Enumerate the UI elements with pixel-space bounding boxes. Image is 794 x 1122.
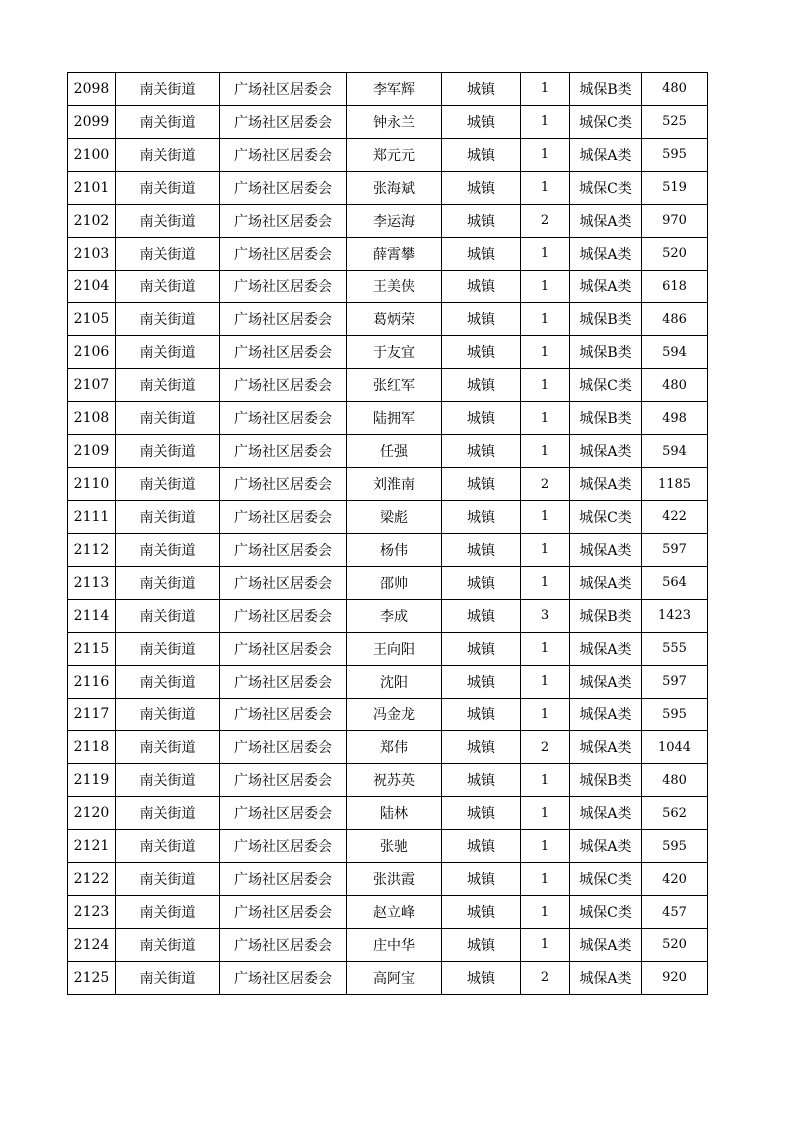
amount-cell: 420 [642, 863, 708, 896]
person-name-cell: 任强 [347, 435, 442, 468]
category-cell: 城保B类 [570, 336, 642, 369]
street-cell: 南关街道 [116, 105, 220, 138]
community-cell: 广场社区居委会 [220, 237, 347, 270]
amount-cell: 486 [642, 303, 708, 336]
row-id-cell: 2114 [68, 599, 116, 632]
data-table [67, 72, 708, 995]
street-cell: 南关街道 [116, 764, 220, 797]
area-type-cell: 城镇 [442, 171, 521, 204]
row-id-cell: 2098 [68, 73, 116, 106]
area-type-cell: 城镇 [442, 270, 521, 303]
person-name-cell: 王美侠 [347, 270, 442, 303]
street-cell: 南关街道 [116, 896, 220, 929]
household-count-cell: 2 [521, 961, 570, 994]
person-name-cell: 梁彪 [347, 500, 442, 533]
row-id-cell: 2122 [68, 863, 116, 896]
household-count-cell: 1 [521, 435, 570, 468]
person-name-cell: 钟永兰 [347, 105, 442, 138]
amount-cell: 594 [642, 336, 708, 369]
category-cell: 城保C类 [570, 863, 642, 896]
household-count-cell: 1 [521, 533, 570, 566]
table-row [68, 566, 708, 599]
area-type-cell: 城镇 [442, 698, 521, 731]
street-cell: 南关街道 [116, 830, 220, 863]
person-name-cell: 杨伟 [347, 533, 442, 566]
table-row [68, 105, 708, 138]
amount-cell: 480 [642, 764, 708, 797]
row-id-cell: 2119 [68, 764, 116, 797]
person-name-cell: 葛炳荣 [347, 303, 442, 336]
household-count-cell: 1 [521, 105, 570, 138]
category-cell: 城保A类 [570, 928, 642, 961]
row-id-cell: 2125 [68, 961, 116, 994]
area-type-cell: 城镇 [442, 73, 521, 106]
category-cell: 城保A类 [570, 731, 642, 764]
amount-cell: 1423 [642, 599, 708, 632]
household-count-cell: 1 [521, 237, 570, 270]
table-row [68, 599, 708, 632]
area-type-cell: 城镇 [442, 237, 521, 270]
community-cell: 广场社区居委会 [220, 764, 347, 797]
street-cell: 南关街道 [116, 665, 220, 698]
street-cell: 南关街道 [116, 500, 220, 533]
table-row [68, 896, 708, 929]
row-id-cell: 2104 [68, 270, 116, 303]
household-count-cell: 1 [521, 764, 570, 797]
amount-cell: 970 [642, 204, 708, 237]
person-name-cell: 沈阳 [347, 665, 442, 698]
area-type-cell: 城镇 [442, 928, 521, 961]
person-name-cell: 邵帅 [347, 566, 442, 599]
row-id-cell: 2120 [68, 797, 116, 830]
category-cell: 城保C类 [570, 896, 642, 929]
amount-cell: 555 [642, 632, 708, 665]
category-cell: 城保A类 [570, 435, 642, 468]
person-name-cell: 李军辉 [347, 73, 442, 106]
community-cell: 广场社区居委会 [220, 204, 347, 237]
amount-cell: 1044 [642, 731, 708, 764]
community-cell: 广场社区居委会 [220, 402, 347, 435]
table-row [68, 500, 708, 533]
amount-cell: 457 [642, 896, 708, 929]
category-cell: 城保C类 [570, 369, 642, 402]
street-cell: 南关街道 [116, 204, 220, 237]
person-name-cell: 高阿宝 [347, 961, 442, 994]
category-cell: 城保A类 [570, 665, 642, 698]
area-type-cell: 城镇 [442, 731, 521, 764]
category-cell: 城保C类 [570, 105, 642, 138]
table-body [68, 73, 708, 995]
amount-cell: 525 [642, 105, 708, 138]
area-type-cell: 城镇 [442, 500, 521, 533]
amount-cell: 480 [642, 73, 708, 106]
amount-cell: 594 [642, 435, 708, 468]
row-id-cell: 2106 [68, 336, 116, 369]
amount-cell: 519 [642, 171, 708, 204]
household-count-cell: 1 [521, 830, 570, 863]
community-cell: 广场社区居委会 [220, 797, 347, 830]
household-count-cell: 1 [521, 270, 570, 303]
table-row [68, 797, 708, 830]
category-cell: 城保A类 [570, 566, 642, 599]
category-cell: 城保A类 [570, 797, 642, 830]
table-row [68, 73, 708, 106]
category-cell: 城保B类 [570, 402, 642, 435]
row-id-cell: 2112 [68, 533, 116, 566]
amount-cell: 1185 [642, 468, 708, 501]
area-type-cell: 城镇 [442, 665, 521, 698]
area-type-cell: 城镇 [442, 896, 521, 929]
amount-cell: 595 [642, 830, 708, 863]
person-name-cell: 张驰 [347, 830, 442, 863]
area-type-cell: 城镇 [442, 105, 521, 138]
household-count-cell: 2 [521, 731, 570, 764]
household-count-cell: 1 [521, 698, 570, 731]
row-id-cell: 2103 [68, 237, 116, 270]
category-cell: 城保A类 [570, 698, 642, 731]
row-id-cell: 2108 [68, 402, 116, 435]
community-cell: 广场社区居委会 [220, 665, 347, 698]
household-count-cell: 1 [521, 73, 570, 106]
household-count-cell: 3 [521, 599, 570, 632]
table-row [68, 665, 708, 698]
category-cell: 城保A类 [570, 237, 642, 270]
amount-cell: 422 [642, 500, 708, 533]
row-id-cell: 2100 [68, 138, 116, 171]
category-cell: 城保B类 [570, 599, 642, 632]
area-type-cell: 城镇 [442, 566, 521, 599]
table-row [68, 632, 708, 665]
amount-cell: 595 [642, 698, 708, 731]
amount-cell: 597 [642, 533, 708, 566]
row-id-cell: 2102 [68, 204, 116, 237]
row-id-cell: 2123 [68, 896, 116, 929]
community-cell: 广场社区居委会 [220, 468, 347, 501]
row-id-cell: 2109 [68, 435, 116, 468]
amount-cell: 520 [642, 237, 708, 270]
street-cell: 南关街道 [116, 237, 220, 270]
community-cell: 广场社区居委会 [220, 369, 347, 402]
community-cell: 广场社区居委会 [220, 303, 347, 336]
person-name-cell: 陆拥军 [347, 402, 442, 435]
household-count-cell: 1 [521, 303, 570, 336]
street-cell: 南关街道 [116, 928, 220, 961]
person-name-cell: 祝苏英 [347, 764, 442, 797]
category-cell: 城保A类 [570, 270, 642, 303]
table-row [68, 270, 708, 303]
category-cell: 城保A类 [570, 138, 642, 171]
community-cell: 广场社区居委会 [220, 863, 347, 896]
household-count-cell: 1 [521, 566, 570, 599]
category-cell: 城保C类 [570, 500, 642, 533]
table-row [68, 764, 708, 797]
amount-cell: 920 [642, 961, 708, 994]
table-row [68, 237, 708, 270]
community-cell: 广场社区居委会 [220, 731, 347, 764]
area-type-cell: 城镇 [442, 435, 521, 468]
household-count-cell: 1 [521, 138, 570, 171]
community-cell: 广场社区居委会 [220, 698, 347, 731]
table-row [68, 928, 708, 961]
community-cell: 广场社区居委会 [220, 138, 347, 171]
table-row [68, 731, 708, 764]
amount-cell: 520 [642, 928, 708, 961]
street-cell: 南关街道 [116, 336, 220, 369]
community-cell: 广场社区居委会 [220, 632, 347, 665]
amount-cell: 564 [642, 566, 708, 599]
row-id-cell: 2113 [68, 566, 116, 599]
table-row [68, 336, 708, 369]
row-id-cell: 2121 [68, 830, 116, 863]
person-name-cell: 王向阳 [347, 632, 442, 665]
category-cell: 城保B类 [570, 303, 642, 336]
person-name-cell: 于友宜 [347, 336, 442, 369]
community-cell: 广场社区居委会 [220, 533, 347, 566]
area-type-cell: 城镇 [442, 533, 521, 566]
household-count-cell: 1 [521, 336, 570, 369]
area-type-cell: 城镇 [442, 369, 521, 402]
community-cell: 广场社区居委会 [220, 435, 347, 468]
category-cell: 城保A类 [570, 204, 642, 237]
amount-cell: 562 [642, 797, 708, 830]
community-cell: 广场社区居委会 [220, 830, 347, 863]
table-row [68, 435, 708, 468]
street-cell: 南关街道 [116, 468, 220, 501]
table-row [68, 369, 708, 402]
person-name-cell: 郑伟 [347, 731, 442, 764]
category-cell: 城保A类 [570, 830, 642, 863]
category-cell: 城保B类 [570, 764, 642, 797]
table-row [68, 830, 708, 863]
person-name-cell: 陆林 [347, 797, 442, 830]
community-cell: 广场社区居委会 [220, 896, 347, 929]
area-type-cell: 城镇 [442, 138, 521, 171]
community-cell: 广场社区居委会 [220, 500, 347, 533]
community-cell: 广场社区居委会 [220, 171, 347, 204]
street-cell: 南关街道 [116, 270, 220, 303]
row-id-cell: 2124 [68, 928, 116, 961]
table-row [68, 138, 708, 171]
row-id-cell: 2099 [68, 105, 116, 138]
amount-cell: 597 [642, 665, 708, 698]
community-cell: 广场社区居委会 [220, 105, 347, 138]
area-type-cell: 城镇 [442, 764, 521, 797]
row-id-cell: 2116 [68, 665, 116, 698]
person-name-cell: 李成 [347, 599, 442, 632]
table-row [68, 961, 708, 994]
street-cell: 南关街道 [116, 797, 220, 830]
person-name-cell: 郑元元 [347, 138, 442, 171]
table-row [68, 204, 708, 237]
street-cell: 南关街道 [116, 599, 220, 632]
community-cell: 广场社区居委会 [220, 961, 347, 994]
person-name-cell: 薛霄攀 [347, 237, 442, 270]
row-id-cell: 2115 [68, 632, 116, 665]
household-count-cell: 2 [521, 468, 570, 501]
household-count-cell: 1 [521, 896, 570, 929]
street-cell: 南关街道 [116, 369, 220, 402]
area-type-cell: 城镇 [442, 632, 521, 665]
street-cell: 南关街道 [116, 961, 220, 994]
row-id-cell: 2117 [68, 698, 116, 731]
table-row [68, 171, 708, 204]
table-row [68, 698, 708, 731]
area-type-cell: 城镇 [442, 402, 521, 435]
street-cell: 南关街道 [116, 171, 220, 204]
area-type-cell: 城镇 [442, 830, 521, 863]
street-cell: 南关街道 [116, 138, 220, 171]
person-name-cell: 赵立峰 [347, 896, 442, 929]
area-type-cell: 城镇 [442, 468, 521, 501]
community-cell: 广场社区居委会 [220, 566, 347, 599]
community-cell: 广场社区居委会 [220, 270, 347, 303]
area-type-cell: 城镇 [442, 336, 521, 369]
street-cell: 南关街道 [116, 303, 220, 336]
household-count-cell: 1 [521, 797, 570, 830]
household-count-cell: 1 [521, 369, 570, 402]
amount-cell: 618 [642, 270, 708, 303]
table-row [68, 863, 708, 896]
person-name-cell: 张洪霞 [347, 863, 442, 896]
area-type-cell: 城镇 [442, 204, 521, 237]
street-cell: 南关街道 [116, 731, 220, 764]
table-row [68, 533, 708, 566]
area-type-cell: 城镇 [442, 797, 521, 830]
household-count-cell: 1 [521, 928, 570, 961]
person-name-cell: 刘淮南 [347, 468, 442, 501]
area-type-cell: 城镇 [442, 961, 521, 994]
household-count-cell: 1 [521, 402, 570, 435]
community-cell: 广场社区居委会 [220, 599, 347, 632]
person-name-cell: 李运海 [347, 204, 442, 237]
household-count-cell: 1 [521, 500, 570, 533]
household-count-cell: 1 [521, 665, 570, 698]
person-name-cell: 张红军 [347, 369, 442, 402]
table-row [68, 468, 708, 501]
street-cell: 南关街道 [116, 698, 220, 731]
person-name-cell: 张海斌 [347, 171, 442, 204]
row-id-cell: 2107 [68, 369, 116, 402]
row-id-cell: 2110 [68, 468, 116, 501]
person-name-cell: 庄中华 [347, 928, 442, 961]
street-cell: 南关街道 [116, 533, 220, 566]
table-row [68, 303, 708, 336]
community-cell: 广场社区居委会 [220, 928, 347, 961]
area-type-cell: 城镇 [442, 303, 521, 336]
street-cell: 南关街道 [116, 566, 220, 599]
street-cell: 南关街道 [116, 435, 220, 468]
household-count-cell: 1 [521, 863, 570, 896]
community-cell: 广场社区居委会 [220, 336, 347, 369]
row-id-cell: 2101 [68, 171, 116, 204]
category-cell: 城保A类 [570, 533, 642, 566]
area-type-cell: 城镇 [442, 599, 521, 632]
category-cell: 城保C类 [570, 171, 642, 204]
household-count-cell: 1 [521, 171, 570, 204]
household-count-cell: 1 [521, 632, 570, 665]
person-name-cell: 冯金龙 [347, 698, 442, 731]
amount-cell: 480 [642, 369, 708, 402]
category-cell: 城保B类 [570, 73, 642, 106]
street-cell: 南关街道 [116, 632, 220, 665]
category-cell: 城保A类 [570, 961, 642, 994]
street-cell: 南关街道 [116, 402, 220, 435]
row-id-cell: 2105 [68, 303, 116, 336]
amount-cell: 595 [642, 138, 708, 171]
table-row [68, 402, 708, 435]
household-count-cell: 2 [521, 204, 570, 237]
category-cell: 城保A类 [570, 632, 642, 665]
area-type-cell: 城镇 [442, 863, 521, 896]
street-cell: 南关街道 [116, 73, 220, 106]
community-cell: 广场社区居委会 [220, 73, 347, 106]
amount-cell: 498 [642, 402, 708, 435]
row-id-cell: 2111 [68, 500, 116, 533]
street-cell: 南关街道 [116, 863, 220, 896]
category-cell: 城保A类 [570, 468, 642, 501]
row-id-cell: 2118 [68, 731, 116, 764]
